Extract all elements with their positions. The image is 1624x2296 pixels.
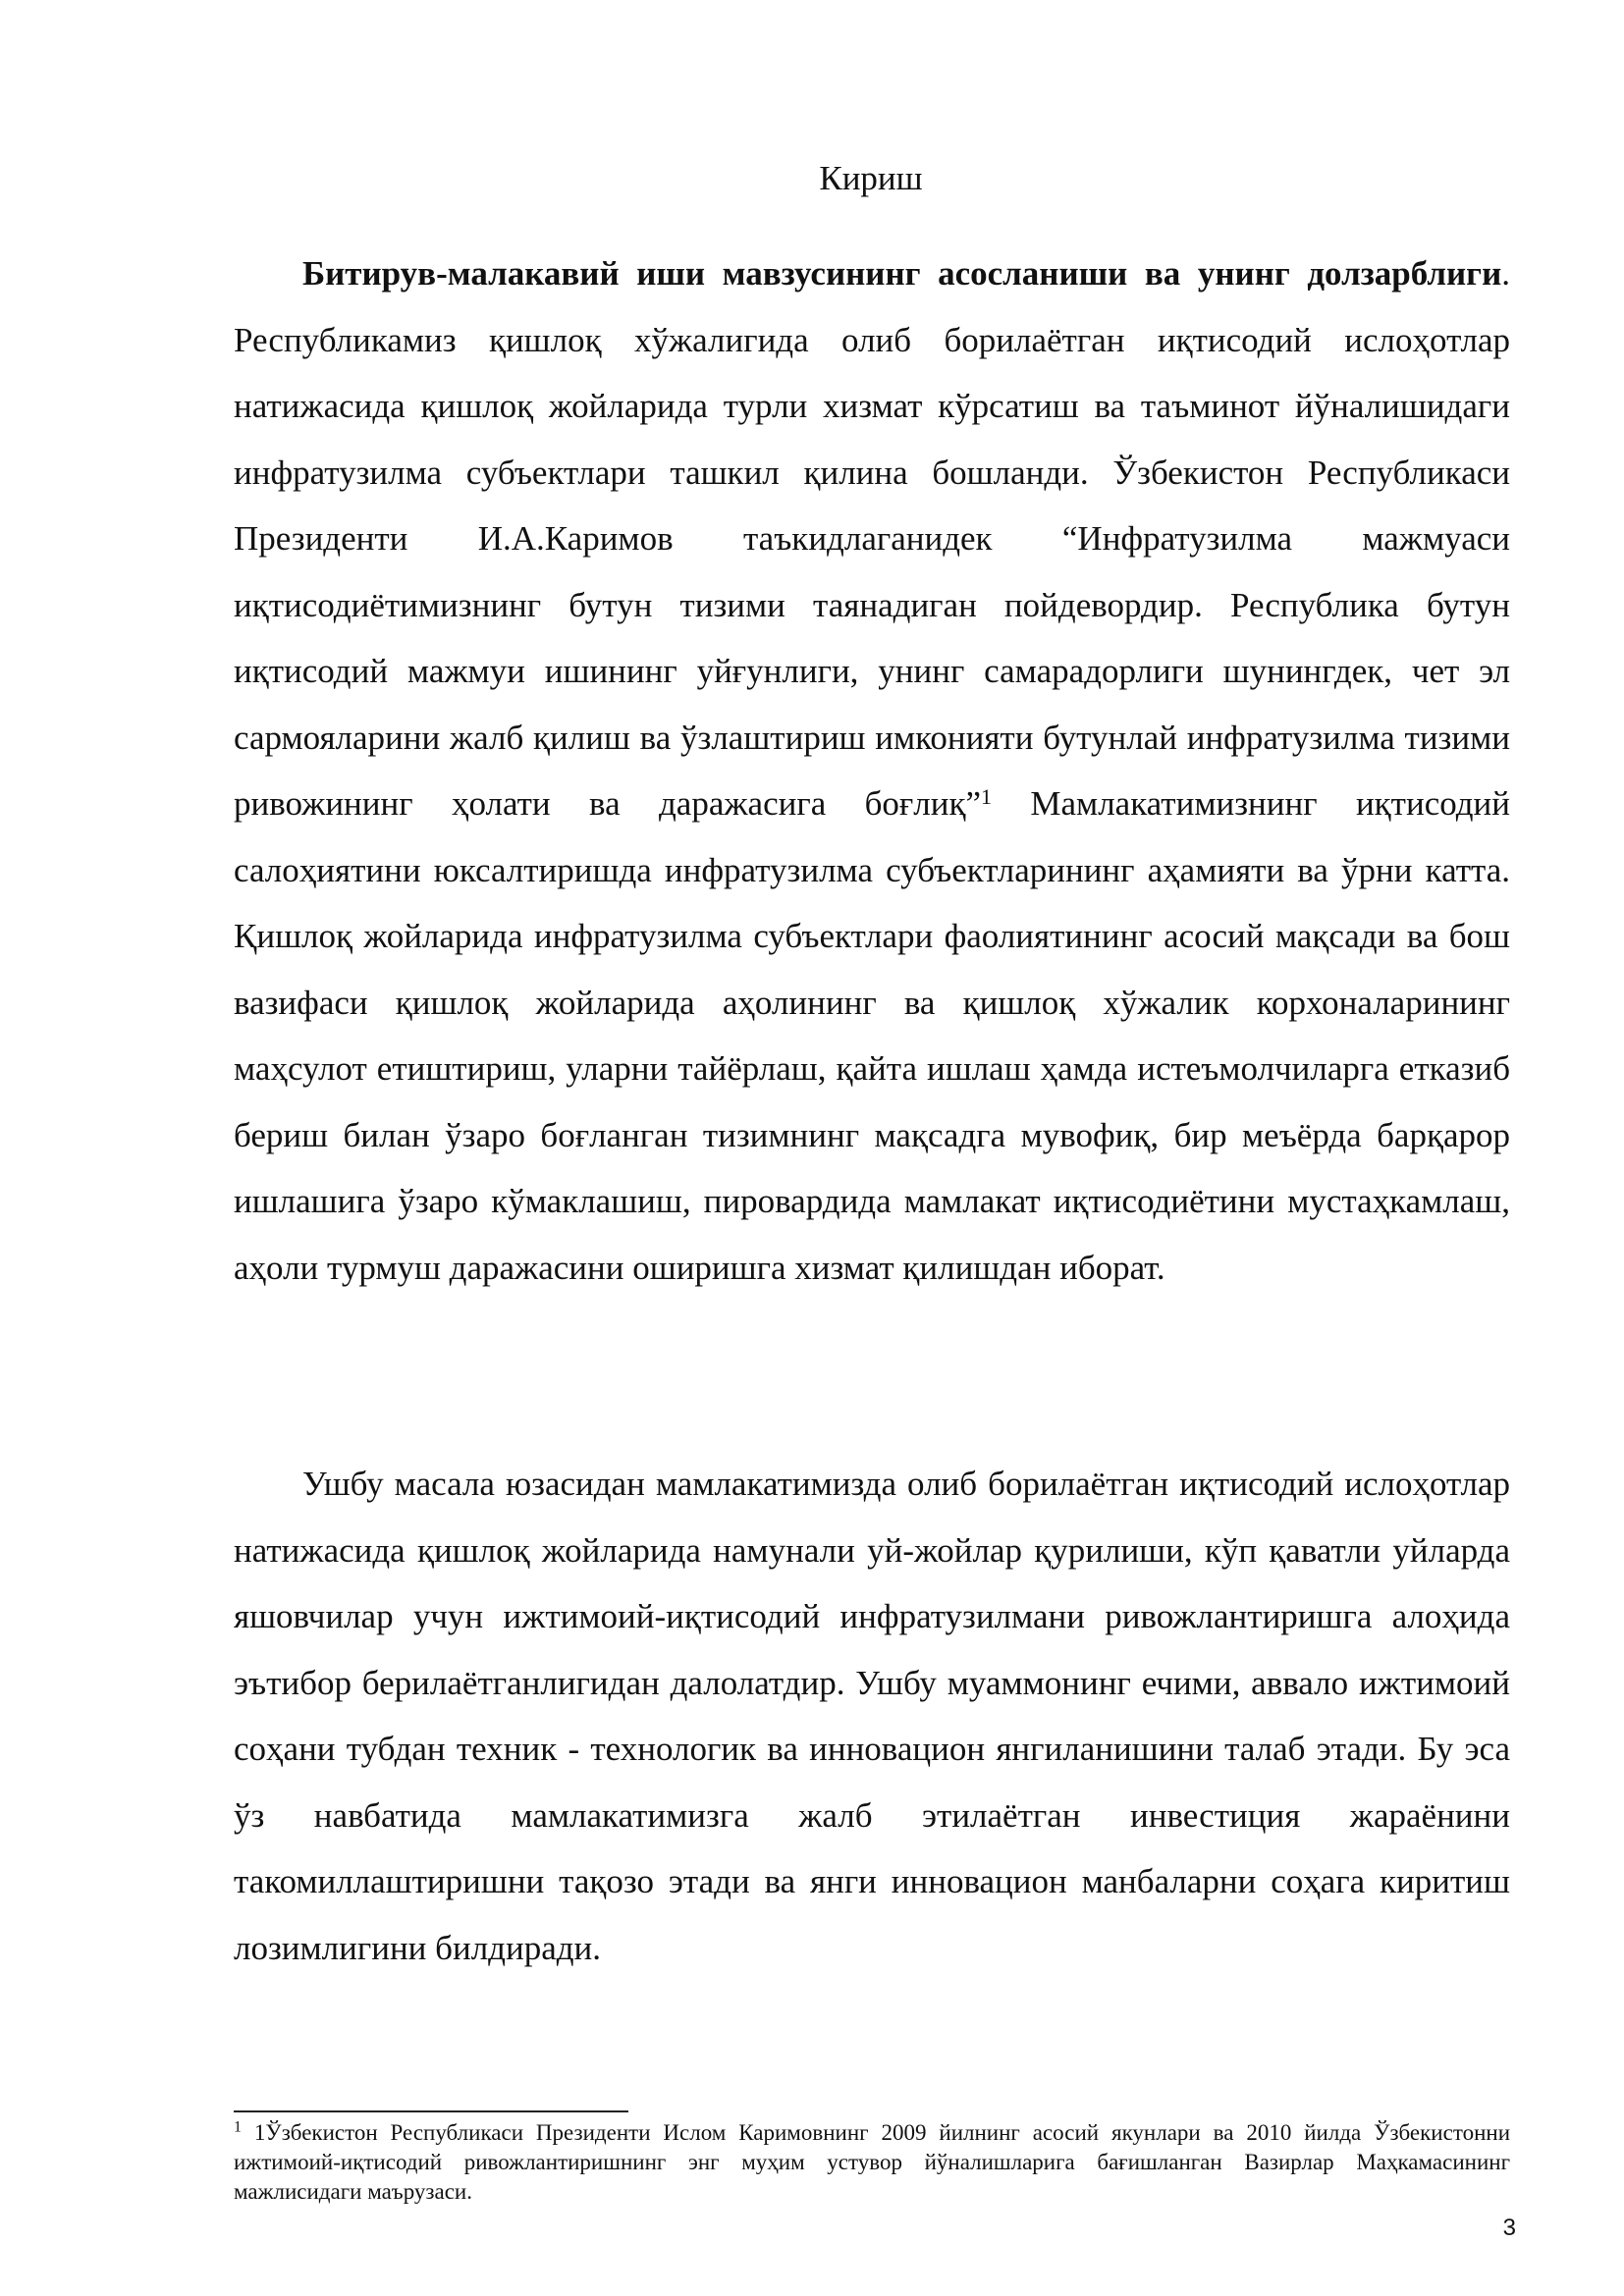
- footnote: [234, 2118, 1510, 2207]
- footnote-reference[interactable]: 1: [981, 784, 993, 810]
- footnote-marker: 1: [234, 2118, 242, 2136]
- paragraph-text-before-ref: . Республикамиз қишлоқ хўжалигида олиб борилаётган иқтисодий ислоҳотлар натижасида қишлоқ жойларида турли хизмат кўрсатиш ва таъминот йўналишидаги инфратузилма субъектлари ташкил қилина бошланди. Ўзбекистон Республикаси Президенти И.А.Каримов таъкидлаганидек “Инфратузилма мажмуаси иқтисодиётимизнинг бутун тизими таянадиган пойдевордир. Республика бутун иқтисодий мажмуи ишининг уйғунлиги, унинг самарадорлиги шунингдек, чет эл сармояларини жалб қилиш ва ўзлаштириш имконияти бутунлай инфратузилма тизими ривожининг ҳолати ва даражасига боғлиқ”: [234, 254, 1510, 823]
- footnote-text: 1Ўзбекистон Республикаси Президенти Ислом Каримовнинг 2009 йилнинг асосий якунлари ва 2010 йилда Ўзбекистонни ижтимоий-иқтисодий ривожлантиришнинг энг муҳим устувор йўналишларига бағишланган Вазирлар Маҳкамасининг мажлисидаги маърузаси.: [234, 2120, 1511, 2204]
- paragraph-second: [234, 1451, 1510, 1981]
- paragraph-text-after-ref: Мамлакатимизнинг иқтисодий салоҳиятини юксалтиришда инфратузилма субъектларининг аҳамияти ва ўрни катта. Қишлоқ жойларида инфратузилма субъектлари фаолиятининг асосий мақсади ва бош вазифаси қишлоқ жойларида аҳолининг ва қишлоқ хўжалик корхоналарининг маҳсулот етиштириш, уларни тайёрлаш, қайта ишлаш ҳамда истеъмолчиларга етказиб бериш билан ўзаро боғланган тизимнинг мақсадга мувофиқ, бир меъёрда барқарор ишлашига ўзаро кўмаклашиш, пировардида мамлакат иқтисодиётини мустаҳкамлаш, аҳоли турмуш даражасини оширишга хизмат қилишдан иборат.: [234, 784, 1511, 1287]
- footnote-separator: [234, 2110, 628, 2112]
- paragraph-bold-lead: Битирув-малакавий иши мавзусининг асосланиши ва унинг долзарблиги: [302, 254, 1502, 293]
- page-number: 3: [1502, 2215, 1516, 2241]
- paragraph-second-text: Ушбу масала юзасидан мамлакатимизда олиб борилаётган иқтисодий ислоҳотлар натижасида қишлоқ жойларида намунали уй-жойлар қурилиши, кўп қаватли уйларда яшовчилар учун ижтимоий-иқтисодий инфратузилмани ривожлантиришга алоҳида эътибор берилаётганлигидан далолатдир. Ушбу муаммонинг ечими, аввало ижтимоий соҳани тубдан техник - технологик ва инновацион янгиланишини талаб этади. Бу эса ўз навбатида мамлакатимизга жалб этилаётган инвестиция жараёнини такомиллаштиришни тақозо этади ва янги инновацион манбаларни соҳага киритиш лозимлигини билдиради.: [234, 1465, 1510, 1967]
- section-heading: Кириш: [819, 159, 923, 197]
- paragraph-intro: [234, 240, 1510, 1301]
